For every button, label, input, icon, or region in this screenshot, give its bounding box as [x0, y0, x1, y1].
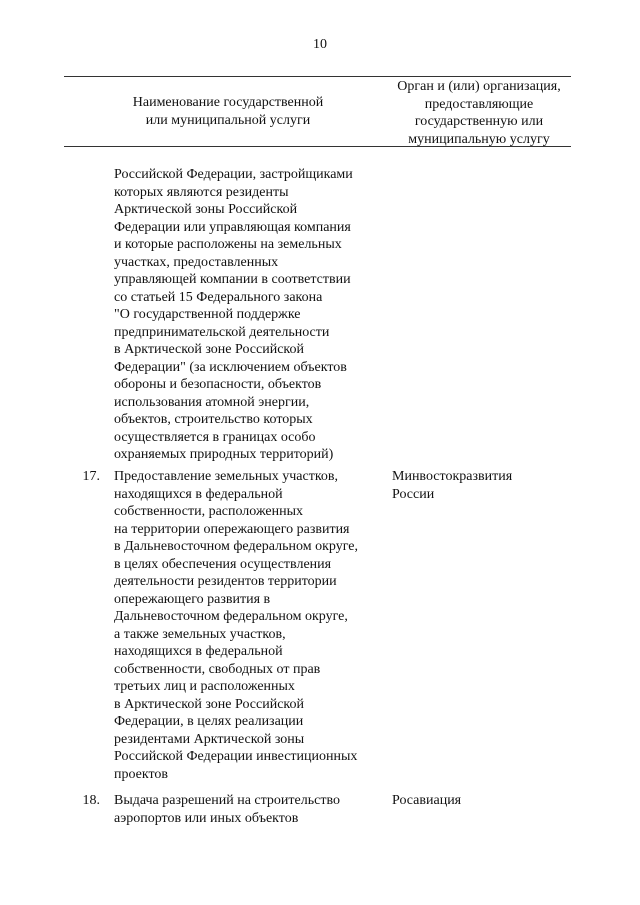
table-header-bottom-rule	[64, 146, 571, 147]
page-number: 10	[313, 37, 327, 52]
service-name-cell: Выдача разрешений на строительство аэропортов или иных объектов	[114, 793, 340, 826]
agency-cell: Минвостокразвития России	[392, 469, 513, 502]
column-header-agency: Орган и (или) организация, предоставляющие государственную или муниципальную услугу	[397, 79, 561, 147]
column-header-service-name: Наименование государственной или муниципальной услуги	[132, 95, 324, 128]
service-name-cell: Предоставление земельных участков, находящихся в федеральной собственности, расположенных на территории опережающего развития в Дальневосточном федеральном округе, в целях обеспечения осуществления деятельности резидентов территории опережающего развития в Дальневосточном федеральном округе, а также земельных участков, находящихся в федеральной собственности, свободных от прав третьих лиц и расположенных в Арктической зоне Российской Федерации, в целях реализации резидентами Арктической зоны Российской Федерации инвестиционных проектов	[114, 469, 358, 782]
agency-cell: Росавиация	[392, 793, 462, 808]
row-number: 18.	[82, 793, 100, 808]
row-number: 17.	[82, 469, 100, 484]
service-name-cell: Российской Федерации, застройщиками которых являются резиденты Арктической зоны Российской Федерации или управляющая компания и которые расположены на земельных участках, предоставленных управляющей компании в соответствии со статьей 15 Федерального закона "О государственной поддержке предпринимательской деятельности в Арктической зоне Российской Федерации" (за исключением объектов обороны и безопасности, объектов использования атомной энергии, объектов, строительство которых осуществляется в границах особо охраняемых природных территорий)	[114, 167, 353, 462]
table-header-top-rule	[64, 76, 571, 77]
